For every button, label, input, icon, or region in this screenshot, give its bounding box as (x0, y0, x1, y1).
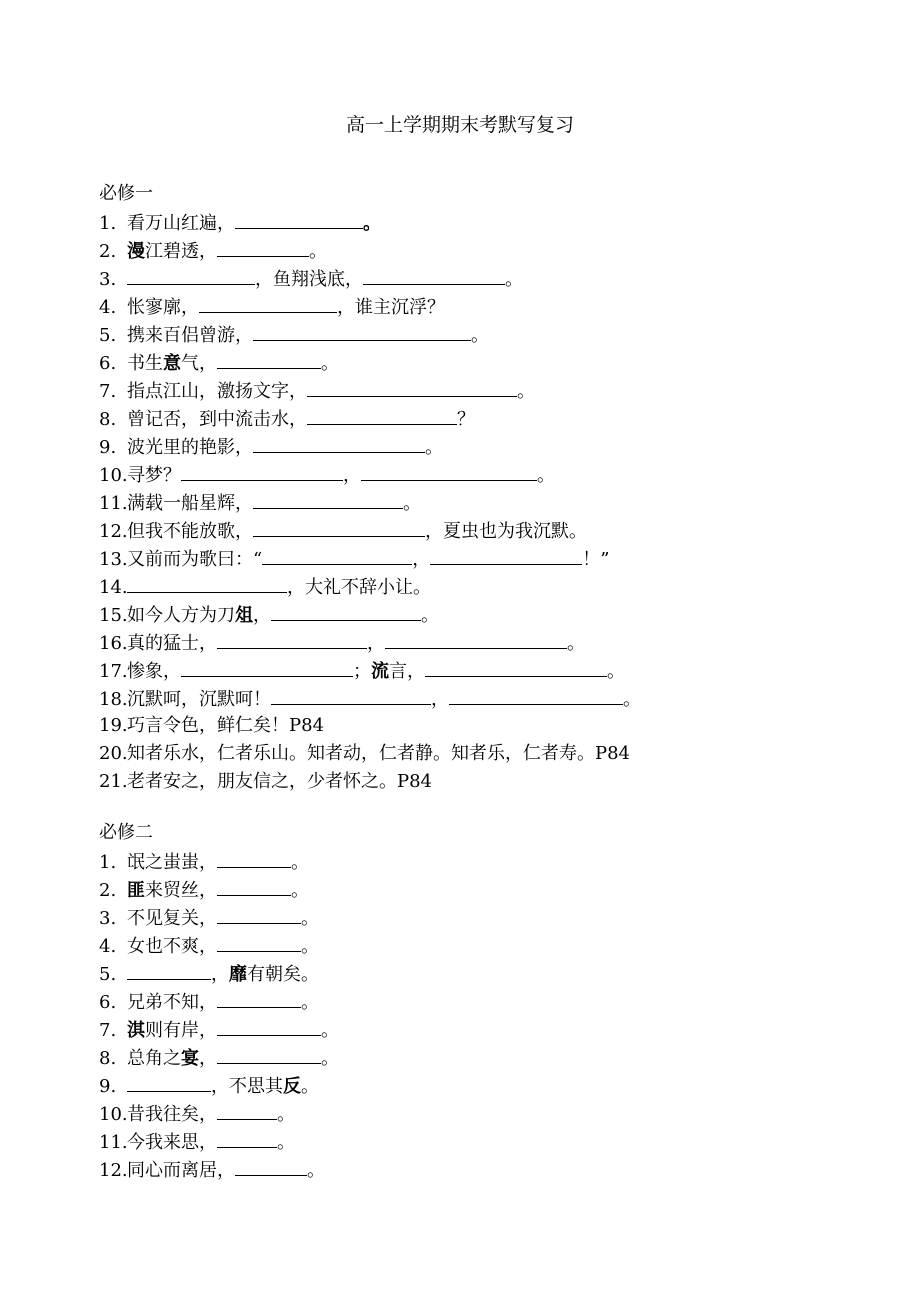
answer-blank[interactable] (181, 460, 343, 481)
answer-blank[interactable] (307, 404, 457, 425)
question-number: 4. (99, 936, 117, 957)
question-text: 。 (537, 465, 555, 486)
question-number: 6. (99, 353, 117, 374)
emphasized-text: 靡 (229, 964, 247, 985)
question-number: 10. (99, 465, 128, 486)
page-title: 高一上学期期末考默写复习 (345, 114, 574, 136)
question-number: 21. (99, 771, 128, 792)
question-number: 8. (99, 409, 117, 430)
question-text: 有朝矣。 (247, 964, 319, 985)
answer-blank[interactable] (181, 656, 353, 677)
question-text: 看万山红遍， (127, 213, 235, 234)
answer-blank[interactable] (253, 432, 425, 453)
question-number: 11. (99, 1132, 128, 1153)
question-list (99, 208, 879, 796)
question-line (99, 600, 879, 628)
section-heading: 必修一 (99, 183, 153, 204)
question-text: 。 (517, 381, 535, 402)
question-text: ， (343, 465, 361, 486)
answer-blank[interactable] (307, 376, 517, 397)
question-line (99, 1015, 879, 1043)
answer-blank[interactable] (217, 875, 291, 896)
question-number: 2. (99, 241, 117, 262)
question-text: 。 (623, 689, 641, 710)
question-text: 。 (309, 241, 327, 262)
question-text: 如今人方为刀 (127, 605, 235, 626)
question-number: 13. (99, 549, 128, 570)
question-text: 。 (505, 269, 523, 290)
question-number: 16. (99, 633, 128, 654)
answer-blank[interactable] (271, 684, 431, 705)
question-text: ； (353, 661, 371, 682)
question-line (99, 348, 879, 376)
question-text: 。 (277, 1132, 295, 1153)
question-number: 9. (99, 1076, 117, 1097)
question-number: 5. (99, 964, 117, 985)
question-line (99, 987, 879, 1015)
question-text: 。 (421, 605, 439, 626)
question-text: 来贸丝， (145, 880, 217, 901)
question-line (99, 903, 879, 931)
answer-blank[interactable] (217, 1127, 277, 1148)
question-text: 兄弟不知， (127, 992, 217, 1013)
answer-blank[interactable] (199, 292, 337, 313)
question-line (99, 404, 879, 432)
question-line (99, 488, 879, 516)
question-text: 。 (321, 1048, 339, 1069)
question-text: ， (253, 605, 271, 626)
answer-blank[interactable] (425, 656, 607, 677)
question-text: ， (412, 549, 431, 570)
question-text: 。 (301, 1076, 319, 1097)
question-number: 18. (99, 689, 128, 710)
question-number: 17. (99, 661, 128, 682)
answer-blank[interactable] (253, 488, 403, 509)
question-text: 。 (403, 493, 421, 514)
answer-blank[interactable] (449, 684, 623, 705)
question-number: 12. (99, 1160, 128, 1181)
question-text: 波光里的艳影， (127, 437, 253, 458)
question-list (99, 847, 879, 1183)
question-text: 。 (607, 661, 625, 682)
question-text: ，鱼翔浅底， (255, 269, 363, 290)
answer-blank[interactable] (385, 628, 567, 649)
answer-blank[interactable] (361, 460, 537, 481)
question-line (99, 292, 879, 320)
question-number: 3. (99, 269, 117, 290)
question-text: ，谁主沉浮？ (337, 297, 445, 318)
answer-blank[interactable] (217, 903, 301, 924)
question-text: ， (431, 689, 449, 710)
question-number: 4. (99, 297, 117, 318)
question-line (99, 684, 879, 712)
question-text: 但我不能放歌， (127, 521, 253, 542)
question-text: 寻梦？ (127, 465, 181, 486)
question-number: 8. (99, 1048, 117, 1069)
question-text: 。 (291, 880, 309, 901)
section-heading: 必修二 (99, 822, 153, 843)
question-number: 14. (99, 577, 128, 598)
question-number: 7. (99, 381, 117, 402)
emphasized-text: 俎 (235, 605, 253, 626)
answer-blank[interactable] (262, 544, 412, 565)
section-compulsory-2 (99, 819, 879, 1183)
question-text: 携来百侣曾游， (127, 325, 253, 346)
question-line (99, 875, 879, 903)
question-line (99, 1155, 879, 1183)
question-text: 。 (301, 908, 319, 929)
question-line (99, 712, 879, 740)
question-text: 老者安之，朋友信之，少者怀之。P84 (127, 771, 433, 792)
question-text: ？ (457, 409, 475, 430)
question-text: 真的猛士， (127, 633, 217, 654)
answer-blank[interactable] (217, 1015, 321, 1036)
emphasized-text: 流 (371, 661, 389, 682)
question-line (99, 1099, 879, 1127)
question-text: 书生 (127, 353, 163, 374)
question-text: 指点江山，激扬文字， (127, 381, 307, 402)
answer-blank[interactable] (217, 1099, 277, 1120)
question-line (99, 572, 879, 600)
question-line (99, 1043, 879, 1071)
question-text: 。 (425, 437, 443, 458)
answer-blank[interactable] (253, 320, 471, 341)
answer-blank[interactable] (271, 600, 421, 621)
question-text: 。 (321, 1020, 339, 1041)
answer-blank[interactable] (430, 544, 582, 565)
question-text: 不见复关， (127, 908, 217, 929)
question-text: 怅寥廓， (127, 297, 199, 318)
section-compulsory-1 (99, 180, 879, 796)
answer-blank[interactable] (127, 1071, 211, 1092)
question-line (99, 1127, 879, 1155)
question-text: ， (211, 964, 229, 985)
question-number: 6. (99, 992, 117, 1013)
question-number: 2. (99, 880, 117, 901)
answer-blank[interactable] (217, 236, 309, 257)
question-line (99, 768, 879, 796)
emphasized-text: 漫 (127, 241, 145, 262)
question-line (99, 628, 879, 656)
question-text: 。 (277, 1104, 295, 1125)
answer-blank[interactable] (235, 1155, 307, 1176)
question-line (99, 376, 879, 404)
question-text: 昔我往矣， (127, 1104, 217, 1125)
answer-blank[interactable] (217, 931, 301, 952)
answer-blank[interactable] (363, 264, 505, 285)
question-text: 曾记否，到中流击水， (127, 409, 307, 430)
question-line (99, 740, 879, 768)
question-text: 惨象， (127, 661, 181, 682)
question-number: 3. (99, 908, 117, 929)
answer-blank[interactable] (217, 987, 301, 1008)
question-text: 氓之蚩蚩， (127, 852, 217, 873)
question-text: 言， (389, 661, 425, 682)
question-line (99, 847, 879, 875)
question-text: 则有岸， (145, 1020, 217, 1041)
question-text: 。 (471, 325, 489, 346)
emphasized-text: 意 (163, 353, 181, 374)
question-number: 5. (99, 325, 117, 346)
emphasized-text: 宴 (181, 1048, 199, 1069)
question-text: 同心而离居， (127, 1160, 235, 1181)
question-text: ，大礼不辞小让。 (287, 577, 431, 598)
answer-blank[interactable] (217, 348, 321, 369)
emphasized-text: 反 (283, 1076, 301, 1097)
question-line (99, 656, 879, 684)
question-line (99, 432, 879, 460)
answer-blank[interactable] (127, 572, 287, 593)
question-text: ， (199, 1048, 217, 1069)
answer-blank[interactable] (217, 847, 291, 868)
question-text: ，不思其 (211, 1076, 283, 1097)
question-text: ！” (582, 549, 610, 570)
answer-blank[interactable] (217, 1043, 321, 1064)
question-number: 19. (99, 715, 128, 736)
question-text: 今我来思， (127, 1132, 217, 1153)
question-line (99, 460, 879, 488)
question-text: 又前而为歌曰：“ (127, 549, 263, 570)
question-text: 。 (301, 992, 319, 1013)
question-line (99, 959, 879, 987)
question-text: 。 (567, 633, 585, 654)
question-text: ， (367, 633, 385, 654)
question-text: 。 (307, 1160, 325, 1181)
question-text: ，夏虫也为我沉默。 (425, 521, 587, 542)
question-text: 知者乐水，仁者乐山。知者动，仁者静。知者乐，仁者寿。P84 (127, 743, 631, 764)
question-number: 20. (99, 743, 128, 764)
answer-blank[interactable] (217, 628, 367, 649)
question-text: 。 (291, 852, 309, 873)
question-text: 。 (321, 353, 339, 374)
question-text: 沉默呵，沉默呵！ (127, 689, 271, 710)
question-number: 12. (99, 521, 128, 542)
emphasized-text: 。 (363, 213, 381, 234)
answer-blank[interactable] (127, 959, 211, 980)
question-line (99, 1071, 879, 1099)
question-line (99, 236, 879, 264)
question-line (99, 208, 879, 236)
question-number: 9. (99, 437, 117, 458)
question-number: 7. (99, 1020, 117, 1041)
question-line (99, 320, 879, 348)
question-number: 1. (99, 213, 117, 234)
question-line (99, 544, 879, 572)
emphasized-text: 淇 (127, 1020, 145, 1041)
question-line (99, 931, 879, 959)
answer-blank[interactable] (235, 208, 363, 229)
question-line (99, 516, 879, 544)
question-text: 女也不爽， (127, 936, 217, 957)
question-text: 巧言令色，鲜仁矣！P84 (127, 715, 325, 736)
question-number: 10. (99, 1104, 128, 1125)
question-text: 总角之 (127, 1048, 181, 1069)
question-number: 11. (99, 493, 128, 514)
emphasized-text: 匪 (127, 880, 145, 901)
question-text: 满载一船星辉， (127, 493, 253, 514)
answer-blank[interactable] (253, 516, 425, 537)
answer-blank[interactable] (127, 264, 255, 285)
question-text: 。 (301, 936, 319, 957)
question-text: 气， (181, 353, 217, 374)
question-number: 15. (99, 605, 128, 626)
question-text: 江碧透， (145, 241, 217, 262)
question-number: 1. (99, 852, 117, 873)
question-line (99, 264, 879, 292)
